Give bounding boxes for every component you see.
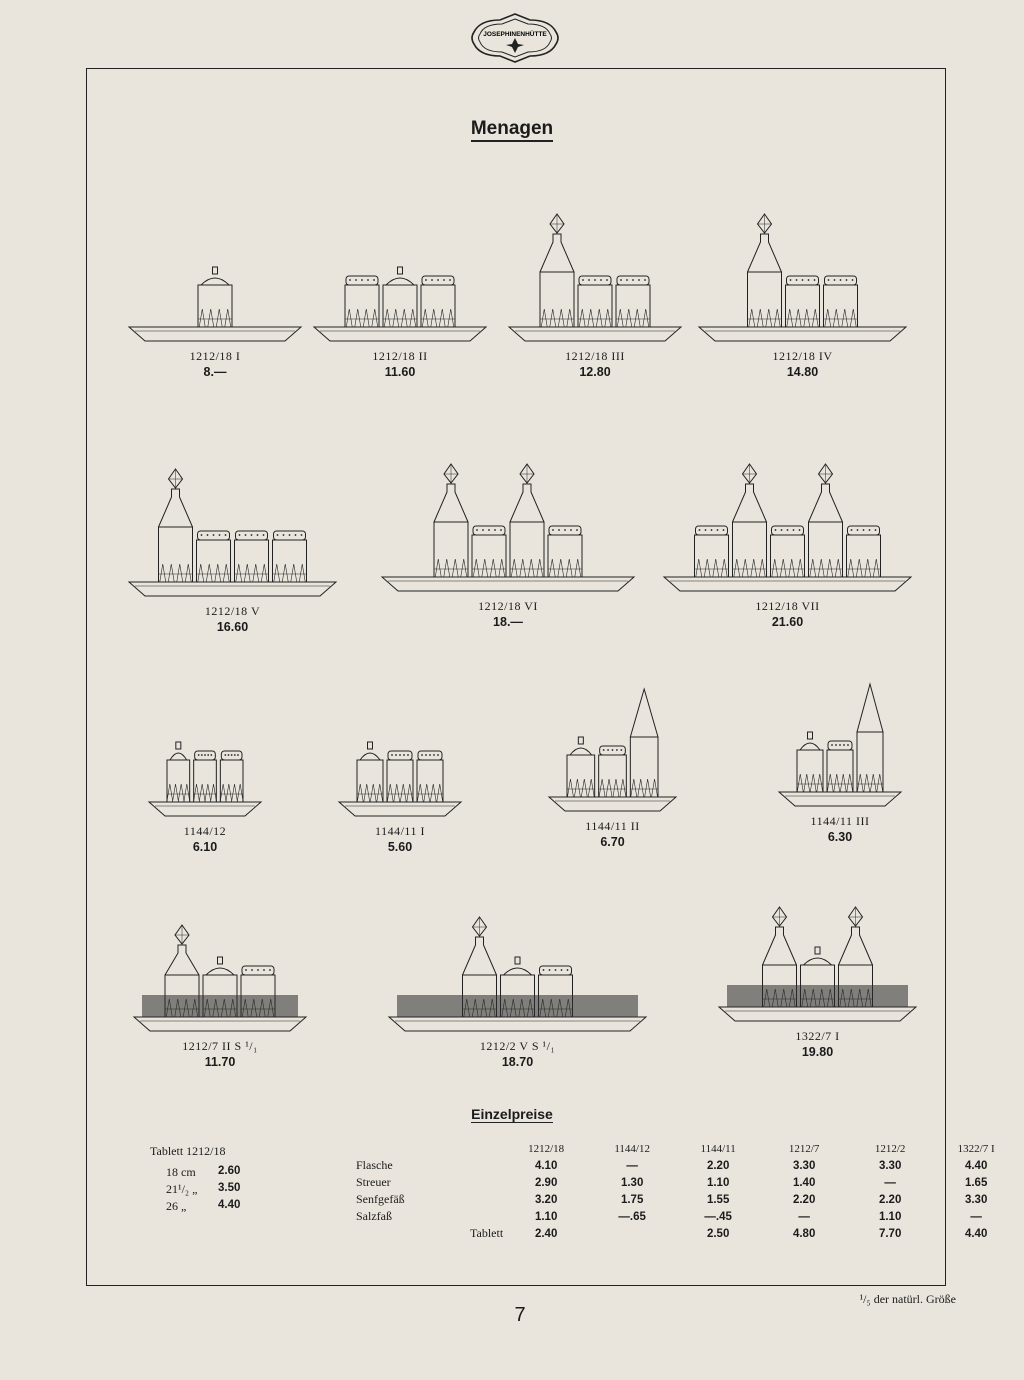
price-cell: 1.30 (620, 1176, 644, 1189)
row-label: Tablett (470, 1226, 504, 1240)
item-price: 6.10 (192, 840, 218, 854)
price-cell: — (798, 1210, 810, 1223)
price-cell: 1.55 (706, 1193, 730, 1206)
price-cell: 2.20 (706, 1159, 730, 1172)
item-code: 1212/18 VII (755, 599, 820, 613)
item-code: 1322/7 I (795, 1029, 840, 1043)
price-cell: —.65 (618, 1210, 646, 1223)
price-cell: 3.30 (792, 1159, 816, 1172)
menage-item (125, 240, 305, 379)
item-price: 11.70 (204, 1055, 236, 1069)
glass-set-illustration (125, 240, 305, 345)
price-cell: 2.40 (534, 1227, 558, 1240)
table-row (350, 1191, 1019, 1208)
menage-item (125, 435, 340, 634)
glass-set-illustration (335, 735, 465, 820)
item-code: 1144/11 I (375, 824, 425, 838)
table-row (350, 1174, 1019, 1191)
price-cell: 1.10 (878, 1210, 902, 1223)
price-cell: — (884, 1176, 896, 1189)
item-code: 1144/12 (183, 824, 227, 838)
menage-item (335, 735, 465, 854)
menage-item (660, 425, 915, 629)
item-price: 16.60 (216, 620, 249, 634)
tablett-row: 18 cm 2.60 (166, 1165, 241, 1179)
item-code: 1212/18 II (372, 349, 428, 363)
column-header: 1144/11 (700, 1142, 736, 1155)
item-price: 8.— (203, 365, 227, 379)
glass-set-illustration (715, 895, 920, 1025)
price-cell: — (970, 1210, 982, 1223)
menage-item (775, 680, 905, 844)
item-price: 18.70 (501, 1055, 534, 1069)
glass-set-illustration (378, 430, 638, 595)
price-cell: 4.40 (964, 1159, 988, 1172)
price-cell: 1.10 (534, 1210, 558, 1223)
glass-set-illustration (145, 735, 265, 820)
item-code: 1212/7 II S ¹/₁ (182, 1039, 258, 1053)
item-price: 12.80 (579, 365, 611, 379)
item-price: 19.80 (801, 1045, 834, 1059)
price-cell: 1.75 (620, 1193, 644, 1206)
brand-seal-icon (470, 12, 560, 64)
menage-item (695, 175, 910, 379)
price-cell: 3.20 (534, 1193, 558, 1206)
price-cell: —.45 (704, 1210, 732, 1223)
item-code: 1212/2 V S ¹/₁ (479, 1039, 556, 1053)
table-row (350, 1225, 1019, 1242)
item-code: 1144/11 III (810, 814, 870, 828)
page-title: Menagen (0, 118, 1024, 140)
row-label: Senfgefäß (356, 1192, 405, 1206)
menage-item (145, 735, 265, 854)
glass-set-illustration (125, 435, 340, 600)
row-label: Flasche (356, 1158, 393, 1172)
table-header-row (350, 1140, 1019, 1157)
price-cell: 2.20 (792, 1193, 816, 1206)
glass-set-illustration (505, 175, 685, 345)
price-cell: 4.40 (964, 1227, 988, 1240)
column-header: 1212/18 (528, 1142, 565, 1155)
menage-item (130, 915, 310, 1069)
menage-item (505, 175, 685, 379)
item-code: 1212/18 III (565, 349, 625, 363)
price-cell: 2.90 (534, 1176, 558, 1189)
menage-item (545, 685, 680, 849)
item-code: 1212/18 I (189, 349, 241, 363)
brand-logo (470, 12, 560, 64)
item-price: 5.60 (387, 840, 413, 854)
tablett-price-list (150, 1144, 240, 1216)
item-code: 1144/11 II (585, 819, 640, 833)
item-code: 1212/18 IV (772, 349, 833, 363)
table-row (350, 1208, 1019, 1225)
glass-set-illustration (775, 680, 905, 810)
glass-set-illustration (545, 685, 680, 815)
price-cell: 3.30 (964, 1193, 988, 1206)
tablett-header: Tablett 1212/18 (150, 1144, 226, 1158)
item-price: 18.— (493, 615, 523, 629)
column-header: 1212/7 (788, 1142, 820, 1155)
price-cell: 1.10 (706, 1176, 730, 1189)
column-header: 1144/12 (614, 1142, 650, 1155)
price-cell: 4.10 (534, 1159, 558, 1172)
price-cell (589, 1225, 675, 1242)
price-cell: — (626, 1159, 638, 1172)
einzelpreise-title: Einzelpreise (471, 1106, 553, 1122)
glass-set-illustration (130, 915, 310, 1035)
price-cell: 2.50 (706, 1227, 730, 1240)
price-cell: 1.65 (964, 1176, 988, 1189)
row-label: Salzfaß (356, 1209, 392, 1223)
table-row (350, 1157, 1019, 1174)
price-cell: 3.30 (878, 1159, 902, 1172)
menage-item (385, 905, 650, 1069)
price-cell: 2.20 (878, 1193, 902, 1206)
price-cell: 4.80 (792, 1227, 816, 1240)
tablett-row: 26 „ 4.40 (166, 1199, 241, 1213)
menage-item (310, 235, 490, 379)
page-number: 7 (514, 1304, 526, 1326)
price-cell: 1.40 (792, 1176, 816, 1189)
column-header: 1212/2 (874, 1142, 906, 1155)
item-price: 14.80 (786, 365, 819, 379)
menage-item (378, 430, 638, 629)
item-code: 1212/18 V (204, 604, 261, 618)
row-label: Streuer (356, 1175, 391, 1189)
tablett-row: 21¹/₂ „ 3.50 (166, 1182, 241, 1196)
glass-set-illustration (385, 905, 650, 1035)
glass-set-illustration (310, 235, 490, 345)
menage-item (715, 895, 920, 1059)
price-cell: 7.70 (878, 1227, 902, 1240)
einzelpreise-table (350, 1140, 1019, 1242)
item-price: 6.30 (827, 830, 853, 844)
item-code: 1212/18 VI (478, 599, 538, 613)
glass-set-illustration (660, 425, 915, 595)
item-price: 11.60 (384, 365, 416, 379)
column-header: 1322/7 I (957, 1142, 995, 1155)
logo-text: JOSEPHINENHÜTTE (483, 31, 547, 38)
item-price: 21.60 (771, 615, 804, 629)
scale-note: ¹/₅ der natürl. Größe (859, 1292, 956, 1306)
glass-set-illustration (695, 175, 910, 345)
item-price: 6.70 (600, 835, 625, 849)
